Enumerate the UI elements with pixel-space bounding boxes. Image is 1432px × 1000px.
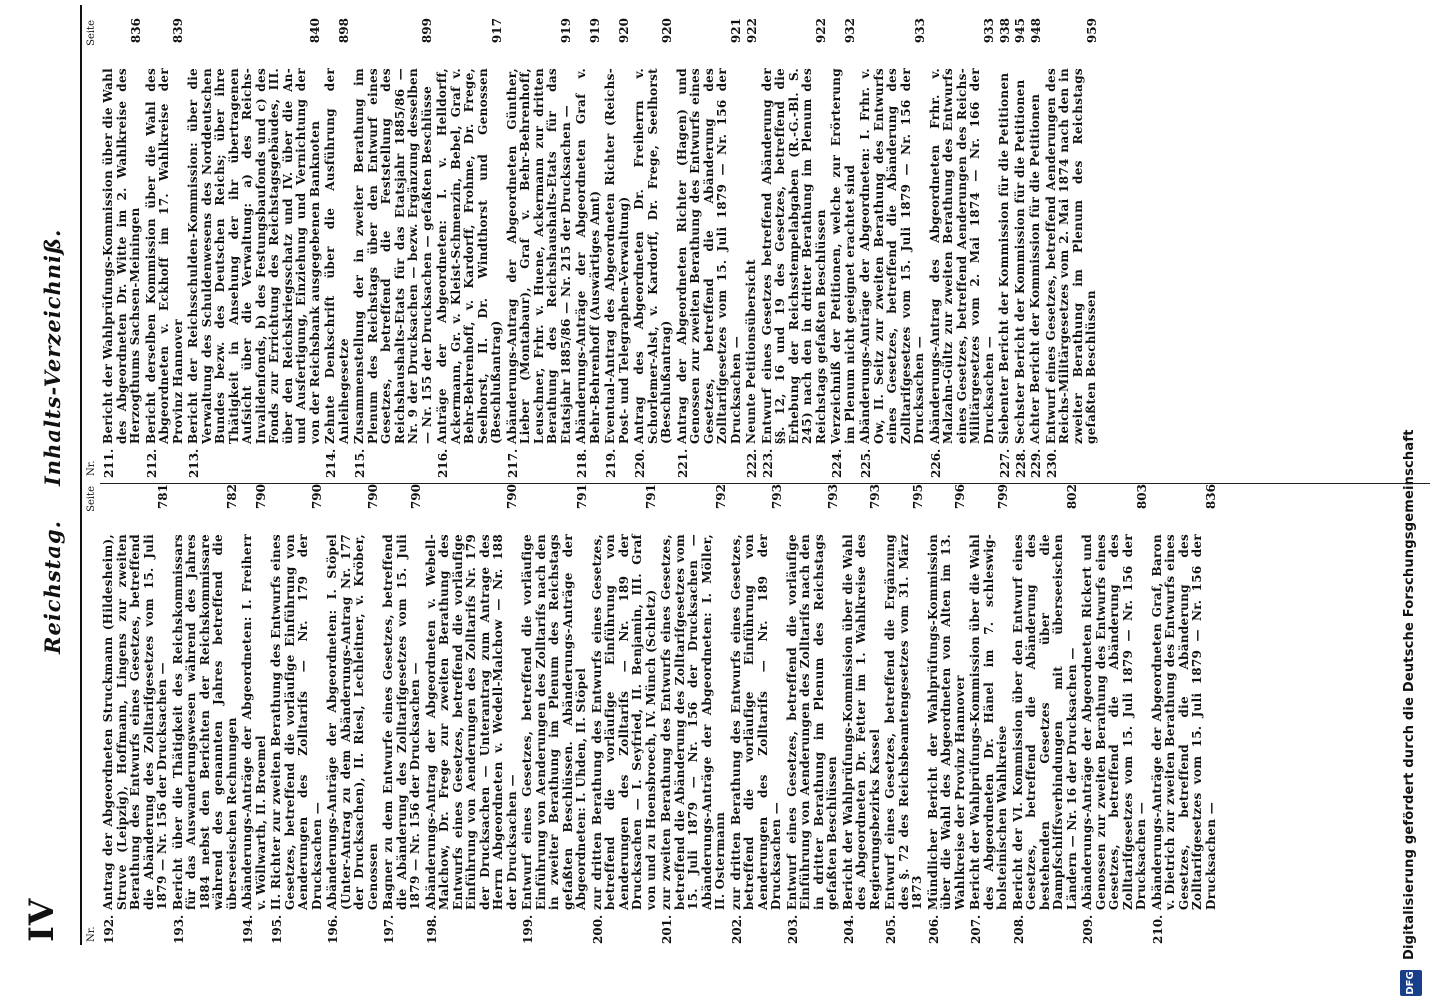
entry-text: Abänderungs-Anträge der Abgeordneten: I. Freiherr v. Wöllwarth, II. Broemel bbox=[240, 534, 268, 910]
column-divider bbox=[100, 483, 1430, 484]
toc-entry bbox=[504, 18, 574, 478]
toc-entry bbox=[240, 484, 268, 944]
entry-page: 898 bbox=[337, 18, 351, 44]
entry-text: Bericht der VI. Kommission über den Entwurf eines Gesetzes, betreffend die Abänderung des bestehenden Gesetzes über die Dampfschiffsverbindungen mit überseeischen Ländern — Nr. 16 der Drucksachen — bbox=[1010, 534, 1079, 910]
entry-text: zur dritten Berathung des Entwurfs eines Gesetzes, betreffend die vorläufige Einführung von Aenderungen des Zolltarifs — Nr. 189 der Drucksachen — bbox=[728, 534, 783, 910]
entry-number: 199. bbox=[521, 914, 535, 944]
toc-entry bbox=[186, 18, 322, 478]
toc-entry bbox=[574, 18, 602, 478]
digitization-credit-bar bbox=[1392, 0, 1432, 1000]
entry-page: 919 bbox=[559, 18, 573, 44]
toc-entry bbox=[784, 484, 840, 944]
entry-page: 802 bbox=[1065, 484, 1079, 510]
entry-page: 922 bbox=[814, 18, 828, 44]
entry-text: Abänderungs-Antrag des Abgeordneten Frhr. v. Malzahn-Gültz zur zweiten Berathung des Entwurfs eines Gesetzes, betreffend Aenderungen des Reichs-Militärgesetzes vom 2. Mai 1874 — Nr. 166 der Drucksachen — bbox=[927, 68, 996, 444]
entry-page: 799 bbox=[995, 484, 1010, 510]
entry-number: 226. bbox=[928, 448, 943, 478]
entry-number: 221. bbox=[675, 448, 690, 478]
entry-text: Entwurf eines Gesetzes betreffend Abänderung der §§. 12, 16 und 19 des Gesetzes, betreffend die Erhebung der Reichsstempelabgaben (R.-G.-Bl. S. 245) nach den in dritter Berathung im Plenum des Reichstags gefaßten Beschlüssen bbox=[759, 68, 828, 444]
entry-page: 933 bbox=[982, 18, 996, 44]
toc-entry bbox=[840, 484, 883, 944]
toc-entry bbox=[728, 484, 784, 944]
entry-text: Mündlicher Bericht der Wahlprüfungs-Kommission über die Wahl des Abgeordneten von Alten im 13. Wahlkreise der Provinz Hannover bbox=[925, 534, 967, 910]
entry-text: Antrag der Abgeordneten Richter (Hagen) und Genossen zur zweiten Berathung des Entwurfs eines Gesetzes, betreffend die Abänderung des Zolltarifgesetzes vom 15. Juli 1879 — Nr. 156 der Drucksachen — bbox=[674, 68, 743, 444]
toc-entry bbox=[352, 18, 434, 478]
entry-page: 938 bbox=[997, 18, 1012, 44]
entry-text: Antrag der Abgeordneten Struckmann (Hildesheim), Struve (Leipzig), Hoffmann, Lingens zur zweiten Berathung des Entwurfs eines Gesetzes, betreffend die Abänderung des Zolltarifgesetzes vom 15. Juli 1879 — Nr. 156 der Drucksachen — bbox=[101, 534, 169, 910]
entry-number: 214. bbox=[324, 448, 338, 478]
entry-number: 210. bbox=[1150, 914, 1165, 944]
entry-text: Abänderungs-Anträge der Abgeordneten Graf v. Behr-Behrenhoff (Auswärtiges Amt) bbox=[574, 68, 602, 444]
entry-number: 202. bbox=[729, 914, 744, 944]
entry-text: Abänderungs-Anträge der Abgeordneten Rickert und Genossen zur zweiten Berathung des Entwurfs eines Gesetzes, betreffend die Abänderung des Zolltarifgesetzes vom 15. Juli 1879 — Nr. 156 der Drucksachen — bbox=[1080, 534, 1148, 910]
entry-page: 793 bbox=[825, 484, 840, 510]
entry-number: 212. bbox=[144, 448, 159, 478]
entry-number: 209. bbox=[1081, 914, 1095, 944]
page-number-roman: IV bbox=[22, 897, 62, 942]
right-column bbox=[82, 18, 1101, 478]
toc-entry bbox=[674, 18, 744, 478]
entry-text: zur dritten Berathung des Entwurfs eines Gesetzes, betreffend die vorläufige Einführung von Aenderungen des Zolltarifs — Nr. 189 der Drucksachen — I. Seyfried, II. Benjamin, III. Graf von und zu Hoensbroech, IV. Münch (Schletz) bbox=[589, 534, 658, 910]
toc-entry bbox=[829, 18, 857, 478]
toc-entry bbox=[1012, 18, 1028, 478]
entry-page: 933 bbox=[912, 18, 927, 44]
entry-page: 790 bbox=[408, 484, 423, 510]
entry-page: 781 bbox=[155, 484, 170, 510]
toc-entry bbox=[968, 484, 1010, 944]
entry-number: 220. bbox=[633, 448, 647, 478]
toc-entry bbox=[325, 484, 380, 944]
entry-page: 922 bbox=[744, 18, 759, 44]
entry-number: 223. bbox=[760, 448, 775, 478]
entry-text: Entwurf eines Gesetzes, betreffend die vorläufige Einführung von Aenderungen des Zolltarifs nach den in dritter Berathung im Plenum des Reichstags gefaßten Beschlüssen bbox=[784, 534, 839, 910]
digitization-credit: Digitalisierung gefördert durch die Deutsche Forschungsgemeinschaft bbox=[1402, 429, 1417, 960]
entry-text: Entwurf eines Gesetzes, betreffend die Ergänzung des §. 72 des Reichsbeamtengesetzes vom 31. März 1873 bbox=[883, 534, 924, 910]
entry-text: Entwurf eines Gesetzes, betreffend Aenderungen des Reichs-Militärgesetzes vom 2. Mai 1874 nach den in zweiter Berathung im Plenum des Reichstags gefaßten Beschlüssen bbox=[1043, 68, 1098, 444]
toc-entry bbox=[744, 18, 759, 478]
left-column-head bbox=[82, 486, 102, 942]
entry-page: 921 bbox=[729, 18, 743, 44]
entry-text: Abänderungs-Anträge der Abgeordneten: I. Stöpel (Unter-Antrag zu dem Abänderungs-Antrag Nr. 177 der Drucksachen), II. Riesl, Lechleitner, v. Kröber, Genossen bbox=[325, 534, 380, 910]
entry-number: 194. bbox=[241, 914, 255, 944]
entry-page: 793 bbox=[868, 484, 882, 510]
right-column-head bbox=[82, 20, 102, 476]
toc-entry bbox=[589, 484, 659, 944]
entry-number: 230. bbox=[1044, 448, 1059, 478]
entry-text: Bagner zu dem Entwurfe eines Gesetzes, betreffend die Abänderung des Zolltarifgesetzes vom 15. Juli 1879 — Nr. 156 der Drucksachen — bbox=[381, 534, 422, 910]
entry-page: 920 bbox=[659, 18, 674, 44]
entry-text: Verzeichniß der Petitionen, welche zur Erörterung im Plenum nicht geeignet erachtet sind bbox=[829, 68, 857, 444]
page-title bbox=[40, 195, 65, 654]
entry-number: 216. bbox=[436, 448, 450, 478]
toc-entry bbox=[435, 18, 504, 478]
entry-number: 227. bbox=[998, 448, 1012, 478]
entry-text: Abänderungs-Anträge der Abgeordneten Graf, Baron v. Dietrich zur zweiten Berathung des Entwurfs eines Gesetzes, betreffend die Abänderung des Zolltarifgesetzes vom 15. Juli 1879 — Nr. 156 der Drucksachen — bbox=[1149, 534, 1218, 910]
entry-text: Siebenter Bericht der Kommission für die Petitionen bbox=[997, 72, 1011, 444]
entry-text: Abänderungs-Antrag der Abgeordneten v. Webell-Malchow, Dr. Frege zur zweiten Berathung des Entwurfs eines Gesetzes, betreffend die vorläufige Einführung von Aenderungen des Zolltarifs Nr. 179 der Drucksachen — Unterantrag zum Antrage des Herrn Abgeordneten v. Wedell-Malchow — Nr. 188 der Drucksachen — bbox=[423, 534, 519, 910]
entry-number: 192. bbox=[102, 914, 116, 944]
toc-entry bbox=[101, 484, 170, 944]
entry-page: 840 bbox=[308, 18, 322, 44]
toc-entry bbox=[883, 484, 925, 944]
toc-entry bbox=[423, 484, 520, 944]
entry-number: 213. bbox=[187, 448, 201, 478]
seite-label: Seite bbox=[86, 486, 97, 512]
entry-number: 205. bbox=[884, 914, 898, 944]
toc-entry bbox=[759, 18, 829, 478]
entry-number: 198. bbox=[424, 914, 439, 944]
toc-entry bbox=[381, 484, 423, 944]
entry-text: Zehnte Denkschrift über die Ausführung der Anleihegesetze bbox=[323, 68, 351, 444]
entry-text: Bericht derselben Kommission über die Wahl des Abgeordneten v. Eckhoff im 17. Wahlkreise der Provinz Hannover bbox=[143, 68, 185, 444]
entry-page: 919 bbox=[588, 18, 602, 44]
entry-text: Zusammenstellung der in zweiter Berathung im Plenum des Reichstags über den Entwurf eines Gesetzes, betreffend die Feststellung des Reichshaushalts-Etats für das Etatsjahr 1885/86 — Nr. 9 der Drucksachen — bezw. Ergänzung desselben — Nr. 155 der Drucksachen — gefaßten Beschlüsse bbox=[352, 68, 434, 444]
entry-text: Antrag des Abgeordneten Dr. Freiherrn v. Schorlemer-Alst, v. Kardorff, Dr. Frege, Seelhorst (Beschlußantrag) bbox=[632, 68, 673, 444]
toc-entry bbox=[659, 484, 728, 944]
entry-number: 203. bbox=[785, 914, 800, 944]
title-inhaltsverzeichnis: Inhalts-Verzeichniß. bbox=[40, 228, 65, 487]
entry-page: 836 bbox=[128, 18, 143, 44]
entry-page: 793 bbox=[769, 484, 784, 510]
toc-entry bbox=[1149, 484, 1219, 944]
entry-number: 195. bbox=[270, 914, 284, 944]
toc-entry bbox=[1080, 484, 1149, 944]
entry-page: 836 bbox=[1204, 484, 1218, 510]
entry-number: 218. bbox=[575, 448, 589, 478]
entry-number: 196. bbox=[326, 914, 340, 944]
entry-page: 790 bbox=[505, 484, 519, 510]
entry-page: 959 bbox=[1084, 18, 1099, 44]
entry-number: 217. bbox=[505, 448, 520, 478]
entry-number: 225. bbox=[859, 448, 873, 478]
entry-text: Achter Bericht der Kommission für die Petitionen bbox=[1028, 93, 1042, 444]
entry-page: 790 bbox=[310, 484, 324, 510]
entry-number: 222. bbox=[745, 448, 759, 478]
toc-entry bbox=[101, 18, 143, 478]
entry-page: 782 bbox=[225, 484, 239, 510]
toc-entry bbox=[925, 484, 968, 944]
entry-number: 215. bbox=[353, 448, 367, 478]
entry-number: 204. bbox=[841, 914, 856, 944]
entry-text: Abänderungs-Antrag der Abgeordneten Günther, Lieber (Montabaur), Graf v. Behr-Behrenhoff, Leuschner, Frhr. v. Huene, Ackermann zur dritten Berathung des Reichshaushalts-Etats für das Etatsjahr 1885/86 — Nr. 215 der Drucksachen — bbox=[504, 68, 573, 444]
entry-page: 795 bbox=[910, 484, 925, 510]
entry-text: Bericht der Wahlprüfungs-Kommission über die Wahl des Abgeordneten Dr. Fetter im 1. Wahlkreise des Regierungsbezirks Kassel bbox=[840, 534, 882, 910]
entry-page: 791 bbox=[644, 484, 658, 510]
entry-page: 790 bbox=[366, 484, 380, 510]
entry-page: 917 bbox=[489, 18, 504, 44]
toc-entry bbox=[632, 18, 674, 478]
left-column bbox=[82, 484, 1220, 944]
entry-text: Bericht der Wahlprüfungs-Kommission über die Wahl des Abgeordneten Dr. Hänel im 7. schleswig-holsteinischen Wahlkreise bbox=[968, 534, 1009, 910]
toc-entry bbox=[927, 18, 997, 478]
entry-text: Abänderungs-Anträge der Abgeordneten: I. Frhr. v. Ow, II. Seitz zur zweiten Berathung des Entwurfs eines Gesetzes, betreffend die Abänderung des Zolltarifgesetzes vom 15. Juli 1879 — Nr. 156 der Drucksachen — bbox=[858, 68, 926, 444]
entry-number: 201. bbox=[660, 914, 674, 944]
entry-text: Sechster Bericht der Kommission für die Petitionen bbox=[1012, 79, 1027, 444]
entry-number: 206. bbox=[926, 914, 941, 944]
entry-page: 920 bbox=[617, 18, 631, 44]
entry-number: 208. bbox=[1011, 914, 1026, 944]
nr-label: Nr. bbox=[86, 926, 97, 942]
entry-page: 791 bbox=[574, 484, 589, 510]
entry-text: Anträge der Abgeordneten: I. v. Helldorff, Ackermann, Gr. v. Kleist-Schmenzin, Bebel, Graf v. Behr-Behrenhoff, v. Kardorff, Frohme, Dr. Frege, Seelhorst, II. Dr. Windthorst und Genossen (Beschlußantrag) bbox=[435, 68, 503, 444]
entry-page: 948 bbox=[1028, 18, 1043, 44]
entry-page: 839 bbox=[171, 18, 185, 44]
entry-text: zur zweiten Berathung des Entwurfs eines Gesetzes, betreffend die Abänderung des Zolltarifgesetzes vom 15. Juli 1879 — Nr. 156 der Drucksachen — Abänderungs-Anträge der Abgeordneten: I. Möller, II. Ostermann bbox=[659, 534, 727, 910]
entry-page: 803 bbox=[1134, 484, 1149, 510]
entry-number: 219. bbox=[604, 448, 618, 478]
entry-page: 932 bbox=[843, 18, 857, 44]
entry-page: 790 bbox=[254, 484, 268, 510]
toc-entry bbox=[858, 18, 927, 478]
entry-number: 228. bbox=[1013, 448, 1028, 478]
entry-text: Neunte Petitionsübersicht bbox=[744, 259, 758, 444]
entry-page: 945 bbox=[1013, 18, 1027, 44]
toc-entry bbox=[269, 484, 324, 944]
seite-label: Seite bbox=[86, 20, 97, 46]
title-reichstag: Reichstag. bbox=[40, 520, 65, 654]
entry-page: 796 bbox=[953, 484, 967, 510]
toc-entry bbox=[170, 484, 240, 944]
entry-text: Bericht der Reichsschulden-Kommission: über die Verwaltung des Schuldenwesens des Norddeutschen Bundes bezw. des Deutschen Reichs; über ihre Thätigkeit in Ansehung der ihr übertragenen Aufsicht über die Verwaltung: a) des Reichs-Invalidenfonds, b) des Festungsbaufonds und c) des Fonds zur Errichtung des Reichstagsgebäudes, III. über den Reichskriegsschatz und IV. über die An- und Ausfertigung, Einziehung und Vernichtung der von der Reichsbank ausgegebenen Banknoten bbox=[186, 68, 322, 444]
toc-entry bbox=[1043, 18, 1099, 478]
toc-entry bbox=[603, 18, 631, 478]
entry-number: 200. bbox=[590, 914, 605, 944]
entry-number: 197. bbox=[382, 914, 396, 944]
entry-page: 792 bbox=[713, 484, 728, 510]
toc-entry bbox=[520, 484, 589, 944]
entry-number: 224. bbox=[830, 448, 844, 478]
toc-entry bbox=[997, 18, 1012, 478]
entry-text: Bericht der Wahlprüfungs-Kommission über die Wahl des Abgeordneten Dr. Witte im 2. Wahlkreise des Herzogthums Sachsen-Meiningen bbox=[101, 68, 142, 444]
entry-number: 207. bbox=[969, 914, 983, 944]
entry-text: Eventual-Antrag des Abgeordneten Richter (Reichs-Post- und Telegraphen-Verwaltung) bbox=[603, 68, 631, 444]
entry-page: 899 bbox=[420, 18, 434, 44]
entry-number: 229. bbox=[1029, 448, 1043, 478]
entry-number: 193. bbox=[171, 914, 186, 944]
entry-text: Bericht über die Thätigkeit des Reichskommissars für das Auswanderungswesen während des Jahres 1884 nebst den Berichten der Reichskommissare während des genannten Jahres betreffend die überseeischen Rechnungen bbox=[170, 534, 239, 910]
toc-entry bbox=[1028, 18, 1043, 478]
toc-entry bbox=[1010, 484, 1080, 944]
toc-entry bbox=[143, 18, 186, 478]
entry-number: 211. bbox=[102, 448, 116, 478]
toc-entry bbox=[323, 18, 351, 478]
nr-label: Nr. bbox=[86, 460, 97, 476]
entry-text: II. Richter zur zweiten Berathung des Entwurfs eines Gesetzes, betreffend die vorläufige Einführung von Aenderungen des Zolltarifs — Nr. 179 der Drucksachen — bbox=[269, 534, 324, 910]
entry-text: Entwurf eines Gesetzes, betreffend die vorläufige Einführung von Aenderungen des Zolltarifs nach den in zweiter Berathung im Plenum des Reichstags gefaßten Beschlüssen. Abänderungs-Anträge der Abgeordneten: I. Uhden, II. Stöpel bbox=[520, 534, 588, 910]
dfg-logo: DFG bbox=[1400, 970, 1422, 996]
